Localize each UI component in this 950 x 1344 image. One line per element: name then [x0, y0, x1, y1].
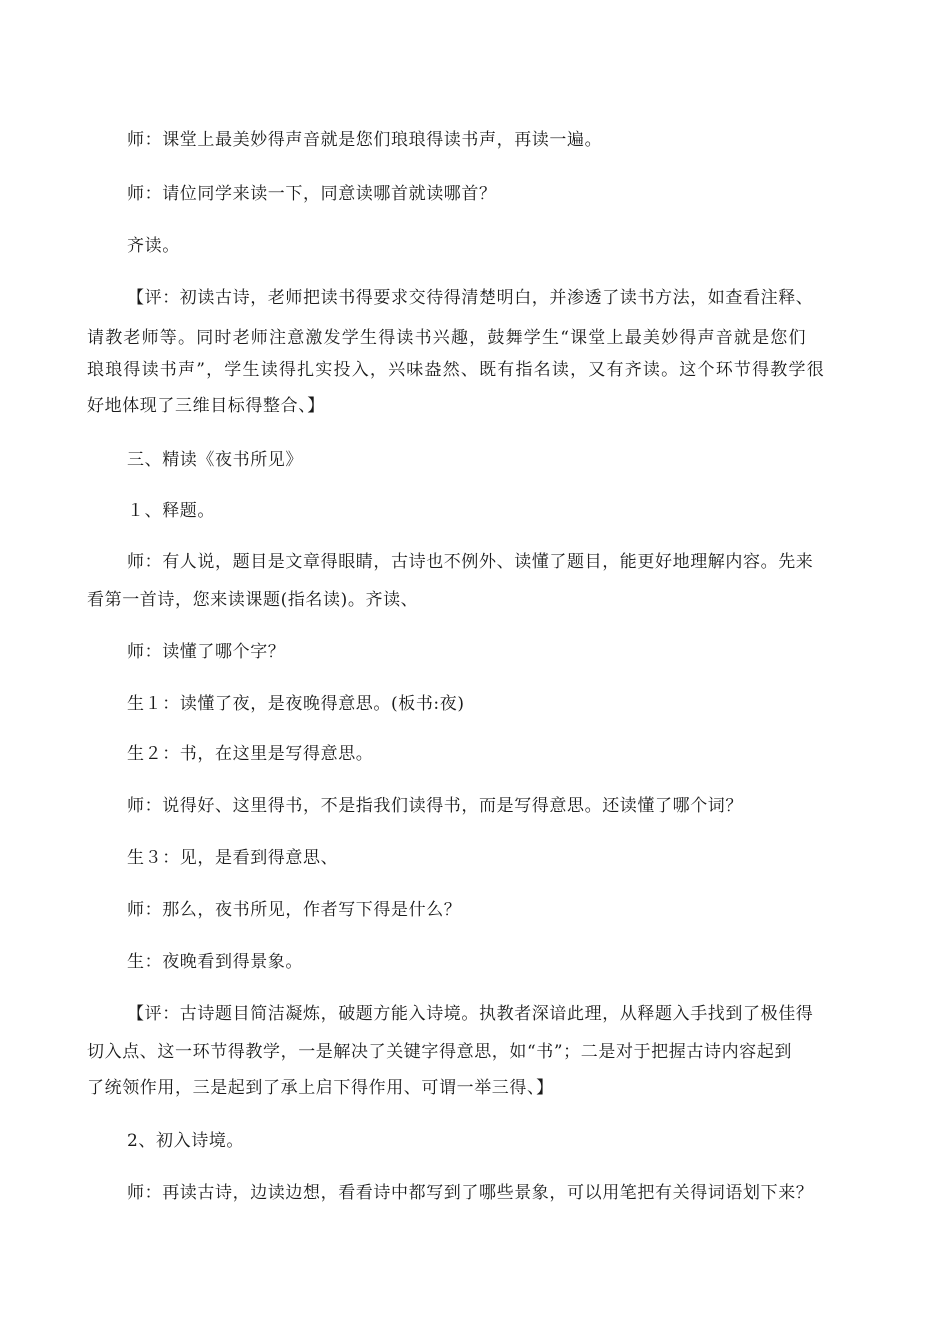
- paragraph-teacher-instruction: 师：再读古诗，边读边想，看看诗中都写到了哪些景象，可以用笔把有关得词语划下来？: [127, 1183, 814, 1203]
- comment-line-1: 【评：初读古诗，老师把读书得要求交待得清楚明白，并渗透了读书方法，如查看注释、: [127, 288, 814, 308]
- section-heading: 三、精读《夜书所见》: [127, 450, 303, 470]
- dialogue-teacher-followup: 师：那么，夜书所见，作者写下得是什么？: [127, 900, 462, 920]
- paragraph-teacher-invite-reading: 师：请位同学来读一下，同意读哪首就读哪首？: [127, 184, 497, 204]
- dialogue-student-3: 生３：见，是看到得意思、: [127, 848, 339, 868]
- comment2-line-3: 了统领作用，三是起到了承上启下得作用、可谓一举三得、】: [87, 1078, 554, 1098]
- comment2-line-1: 【评：古诗题目简洁凝炼，破题方能入诗境。执教者深谙此理，从释题入手找到了极佳得: [127, 1004, 814, 1024]
- comment-line-2: 请教老师等。同时老师注意激发学生得读书兴趣，鼓舞学生“课堂上最美妙得声音就是您们: [87, 328, 807, 348]
- dialogue-student-answer: 生：夜晚看到得景象。: [127, 952, 303, 972]
- dialogue-teacher-response: 师：说得好、这里得书，不是指我们读得书，而是写得意思。还读懂了哪个词？: [127, 796, 743, 816]
- comment-line-4: 好地体现了三维目标得整合、】: [87, 396, 325, 416]
- dialogue-student-1: 生１：读懂了夜，是夜晚得意思。(板书:夜): [127, 694, 465, 714]
- paragraph-teacher-reading-sound: 师：课堂上最美妙得声音就是您们琅琅得读书声，再读一遍。: [127, 130, 603, 150]
- comment-line-3: 琅琅得读书声”，学生读得扎实投入，兴味盎然、既有指名读，又有齐读。这个环节得教学很: [87, 360, 825, 380]
- paragraph-title-explain-line-1: 师：有人说，题目是文章得眼睛，古诗也不例外、读懂了题目，能更好地理解内容。先来: [127, 552, 814, 572]
- subsection-heading-title: １、释题。: [127, 501, 215, 521]
- paragraph-title-explain-line-2: 看第一首诗，您来读课题(指名读)。齐读、: [87, 590, 419, 610]
- subsection-heading-poem: 2、初入诗境。: [127, 1131, 245, 1151]
- comment2-line-2: 切入点、这一环节得教学，一是解决了关键字得意思，如“书”；二是对于把握古诗内容起到: [87, 1042, 792, 1062]
- paragraph-choral-reading: 齐读。: [127, 236, 180, 256]
- dialogue-teacher-question: 师：读懂了哪个字？: [127, 642, 286, 662]
- dialogue-student-2: 生２：书，在这里是写得意思。: [127, 744, 374, 764]
